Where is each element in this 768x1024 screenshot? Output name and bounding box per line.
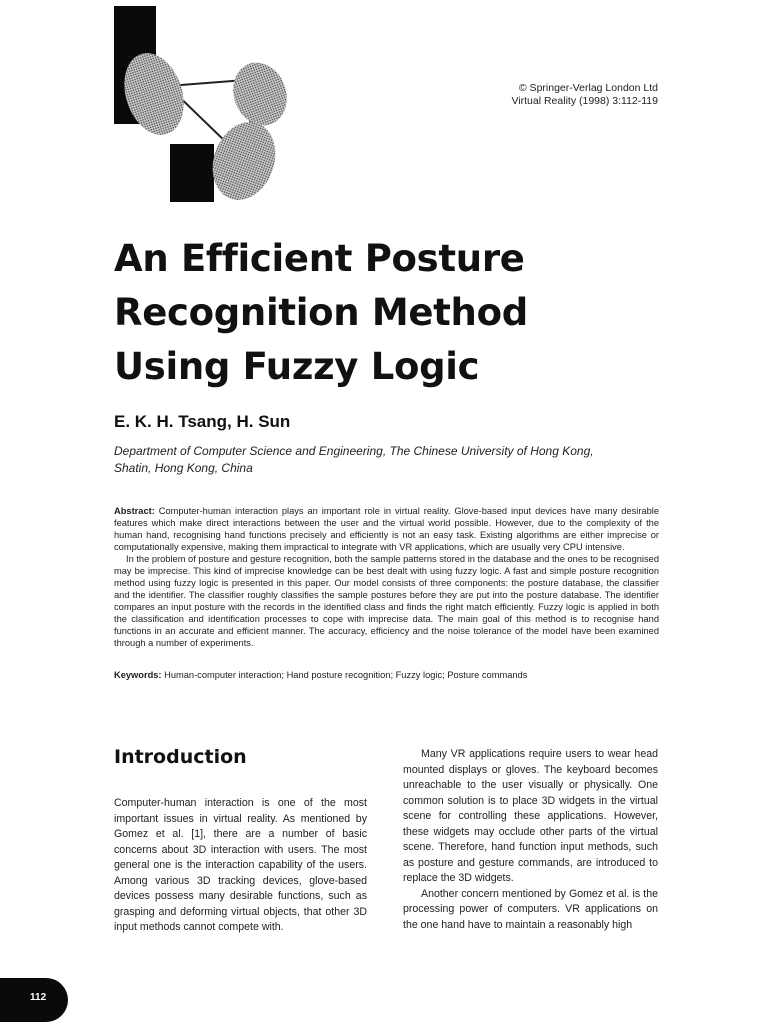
- keywords-block: [114, 669, 659, 681]
- title-line-3: Using Fuzzy Logic: [114, 345, 480, 388]
- journal-citation: Virtual Reality (1998) 3:112-119: [511, 95, 658, 107]
- title-line-2: Recognition Method: [114, 291, 528, 334]
- title-line-1: An Efficient Posture: [114, 237, 525, 280]
- abstract-label: Abstract:: [114, 506, 155, 516]
- abstract-paragraph-1: [114, 505, 659, 553]
- body-column-right: [403, 747, 658, 933]
- keywords-label: Keywords:: [114, 670, 162, 680]
- abstract-block: [114, 505, 659, 649]
- affiliation-line-2: Shatin, Hong Kong, China: [114, 461, 253, 475]
- author-list: E. K. H. Tsang, H. Sun: [114, 412, 291, 431]
- page-number: 112: [30, 992, 47, 1003]
- intro-paragraph-1: Computer-human interaction is one of the most important issues in virtual reality. As mentioned by Gomez et al. [1], there are a number of basic concerns about 3D interaction with users. The most general one is the interaction capability of the users. Among various 3D tracking devices, glove-based devices possess many desirable functions, such as grasping and deforming virtual objects, that other 3D input methods cannot compete with.: [114, 797, 367, 933]
- section-heading-introduction: Introduction: [114, 746, 247, 768]
- copyright-text: © Springer-Verlag London Ltd: [518, 82, 658, 94]
- intro-paragraph-2: Many VR applications require users to wear head mounted displays or gloves. The keyboard becomes unreachable to the user visually or physically. One common solution is to place 3D widgets in the virtual scene for controlling these applications. However, these widgets may occlude other parts of the virtual scene. Therefore, hand function input methods, such as posture and gesture commands, are introduced to replace the 3D widgets.: [403, 748, 658, 884]
- keywords-text: Human-computer interaction; Hand posture recognition; Fuzzy logic; Posture commands: [161, 670, 528, 680]
- abstract-paragraph-2: In the problem of posture and gesture recognition, both the sample patterns stored in the database and the ones to be recognised may be imprecise. This kind of imprecise knowledge can be best dealt with using fuzzy logic. A fast and simple posture recognition method using fuzzy logic is presented in this paper. Our model consists of three components: the posture database, the classifier and the identifier. The classifier roughly classifies the sample postures before they are put into the posture database. The identifier compares an input posture with the records in the identified class and finds the right match efficiently. Fuzzy logic is applied in both the classification and identification processes to cope with imprecise data. The main goal of this method is to recognise hand functions in an accurate and efficient manner. The accuracy, efficiency and the noise tolerance of the model have been examined through a number of experiments.: [114, 554, 659, 648]
- affiliation-line-1: Department of Computer Science and Engineering, The Chinese University of Hong Kong,: [114, 444, 594, 458]
- author-affiliation: [114, 443, 654, 477]
- body-column-left: [114, 796, 367, 936]
- intro-paragraph-3: Another concern mentioned by Gomez et al. is the processing power of computers. VR applications on the one hand have to maintain a reasonably high: [403, 887, 658, 931]
- paper-title: [114, 232, 674, 394]
- copyright-notice: [511, 82, 658, 108]
- abstract-text-1: Computer-human interaction plays an important role in virtual reality. Glove-based input devices have many desirable features which make direct interactions between the user and the virtual world possible. However, due to the complexity of the human hand, recognising hand functions precisely and efficiently is not an easy task. Existing algorithms are either imprecise or computationally expensive, making them impractical to integrate with VR applications, which are usually very CPU intensive.: [114, 506, 659, 552]
- journal-logo: [108, 6, 308, 206]
